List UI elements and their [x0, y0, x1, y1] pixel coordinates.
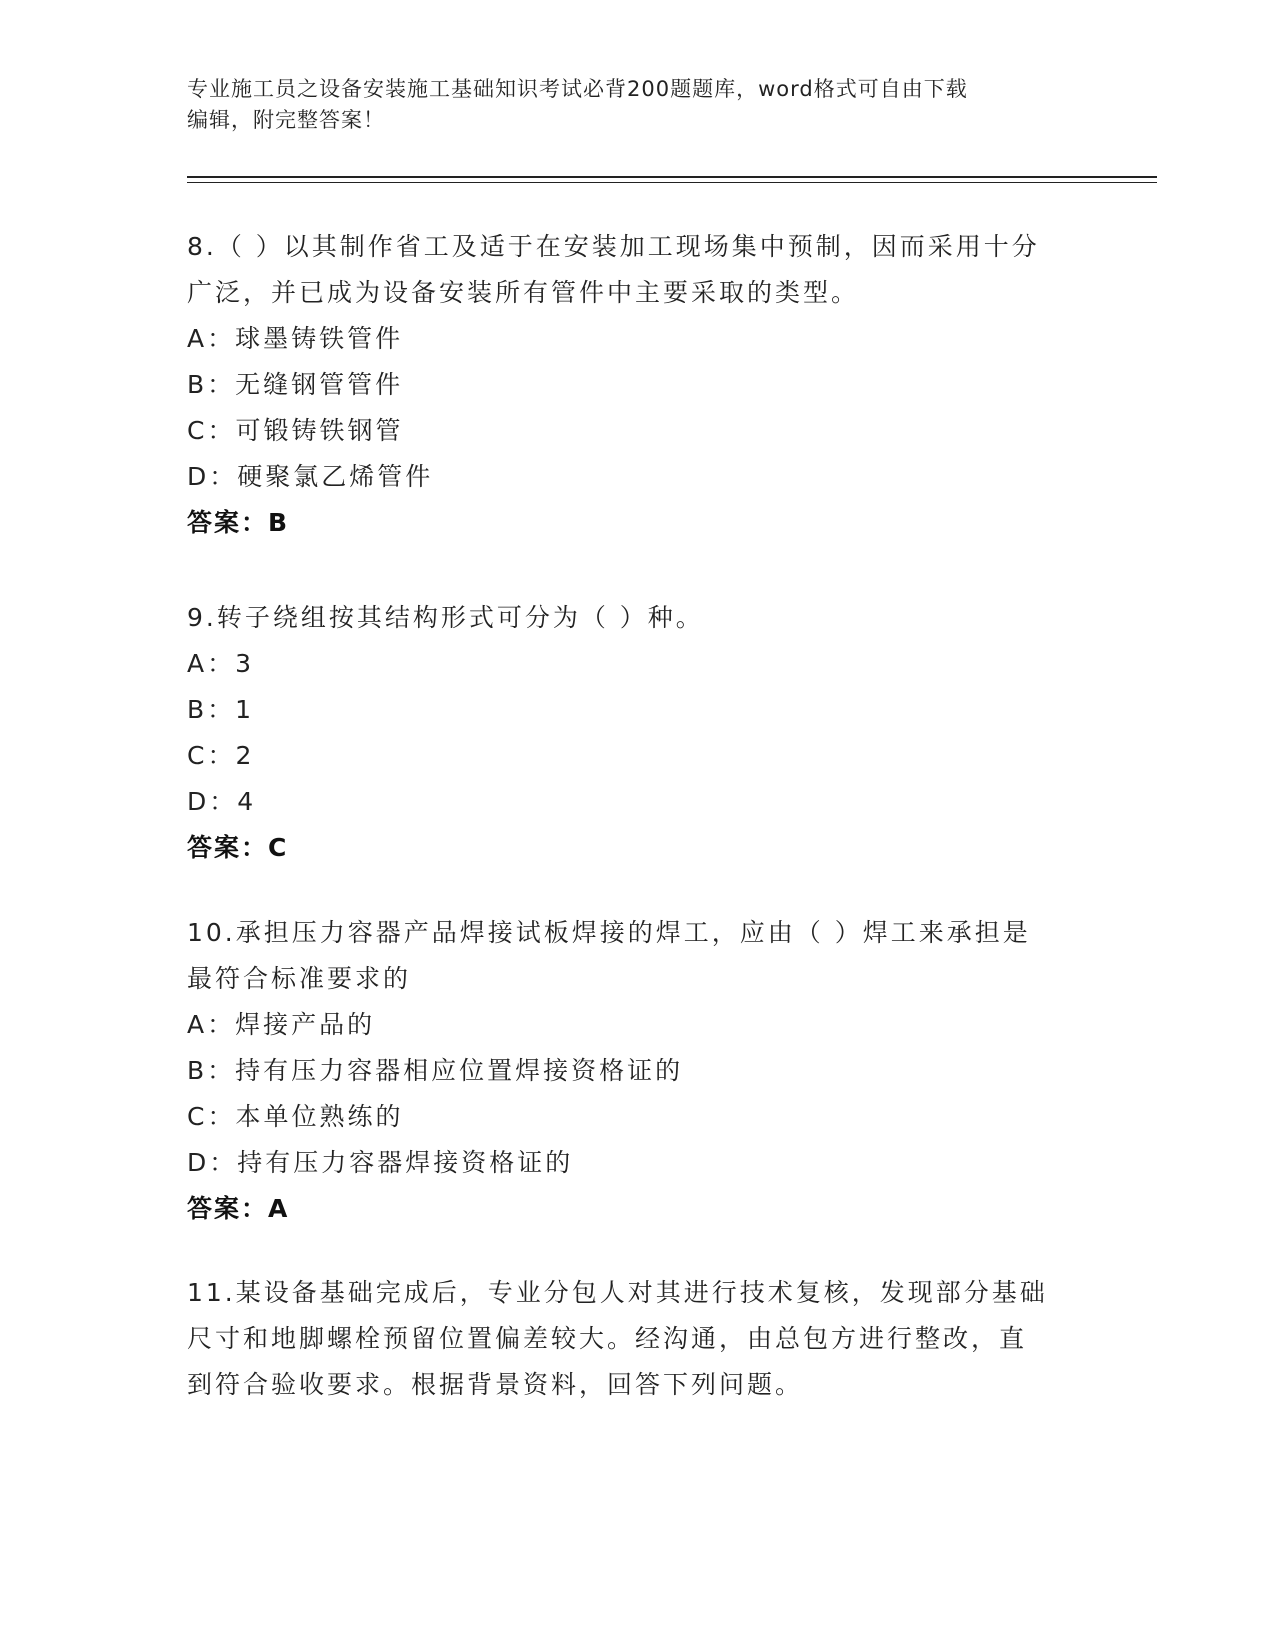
question-stem-line: 到符合验收要求。根据背景资料，回答下列问题。 [187, 1370, 804, 1399]
option-d: D：4 [187, 787, 257, 816]
option-b: B：持有压力容器相应位置焊接资格证的 [187, 1056, 684, 1085]
answer: 答案：C [187, 833, 289, 862]
header-divider-thick [187, 176, 1157, 178]
header-line-1: 专业施工员之设备安装施工基础知识考试必背200题题库，word格式可自由下载 [187, 77, 968, 101]
option-c: C：可锻铸铁钢管 [187, 416, 404, 445]
question-9 [187, 595, 1087, 871]
option-a: A：焊接产品的 [187, 1010, 376, 1039]
question-8 [187, 224, 1087, 546]
option-a: A：球墨铸铁管件 [187, 324, 404, 353]
answer: 答案：B [187, 508, 290, 537]
header-divider-thin [187, 182, 1157, 183]
question-11 [187, 1270, 1087, 1408]
question-stem-line: 最符合标准要求的 [187, 964, 412, 993]
header-line-2: 编辑，附完整答案！ [187, 108, 385, 132]
option-d: D：硬聚氯乙烯管件 [187, 462, 434, 491]
question-stem-line: 9.转子绕组按其结构形式可分为（ ）种。 [187, 603, 704, 632]
option-b: B：1 [187, 695, 255, 724]
question-stem-line: 广泛，并已成为设备安装所有管件中主要采取的类型。 [187, 278, 860, 307]
question-stem-line: 8.（ ）以其制作省工及适于在安装加工现场集中预制，因而采用十分 [187, 232, 1040, 261]
question-stem-line: 尺寸和地脚螺栓预留位置偏差较大。经沟通，由总包方进行整改，直 [187, 1324, 1028, 1353]
option-a: A：3 [187, 649, 255, 678]
option-c: C：2 [187, 741, 255, 770]
question-stem-line: 11.某设备基础完成后，专业分包人对其进行技术复核，发现部分基础 [187, 1278, 1048, 1307]
option-c: C：本单位熟练的 [187, 1102, 404, 1131]
answer: 答案：A [187, 1194, 290, 1223]
question-10 [187, 910, 1087, 1232]
question-stem-line: 10.承担压力容器产品焊接试板焊接的焊工，应由（ ）焊工来承担是 [187, 918, 1031, 947]
document-header [187, 74, 1087, 136]
option-d: D：持有压力容器焊接资格证的 [187, 1148, 574, 1177]
option-b: B：无缝钢管管件 [187, 370, 404, 399]
